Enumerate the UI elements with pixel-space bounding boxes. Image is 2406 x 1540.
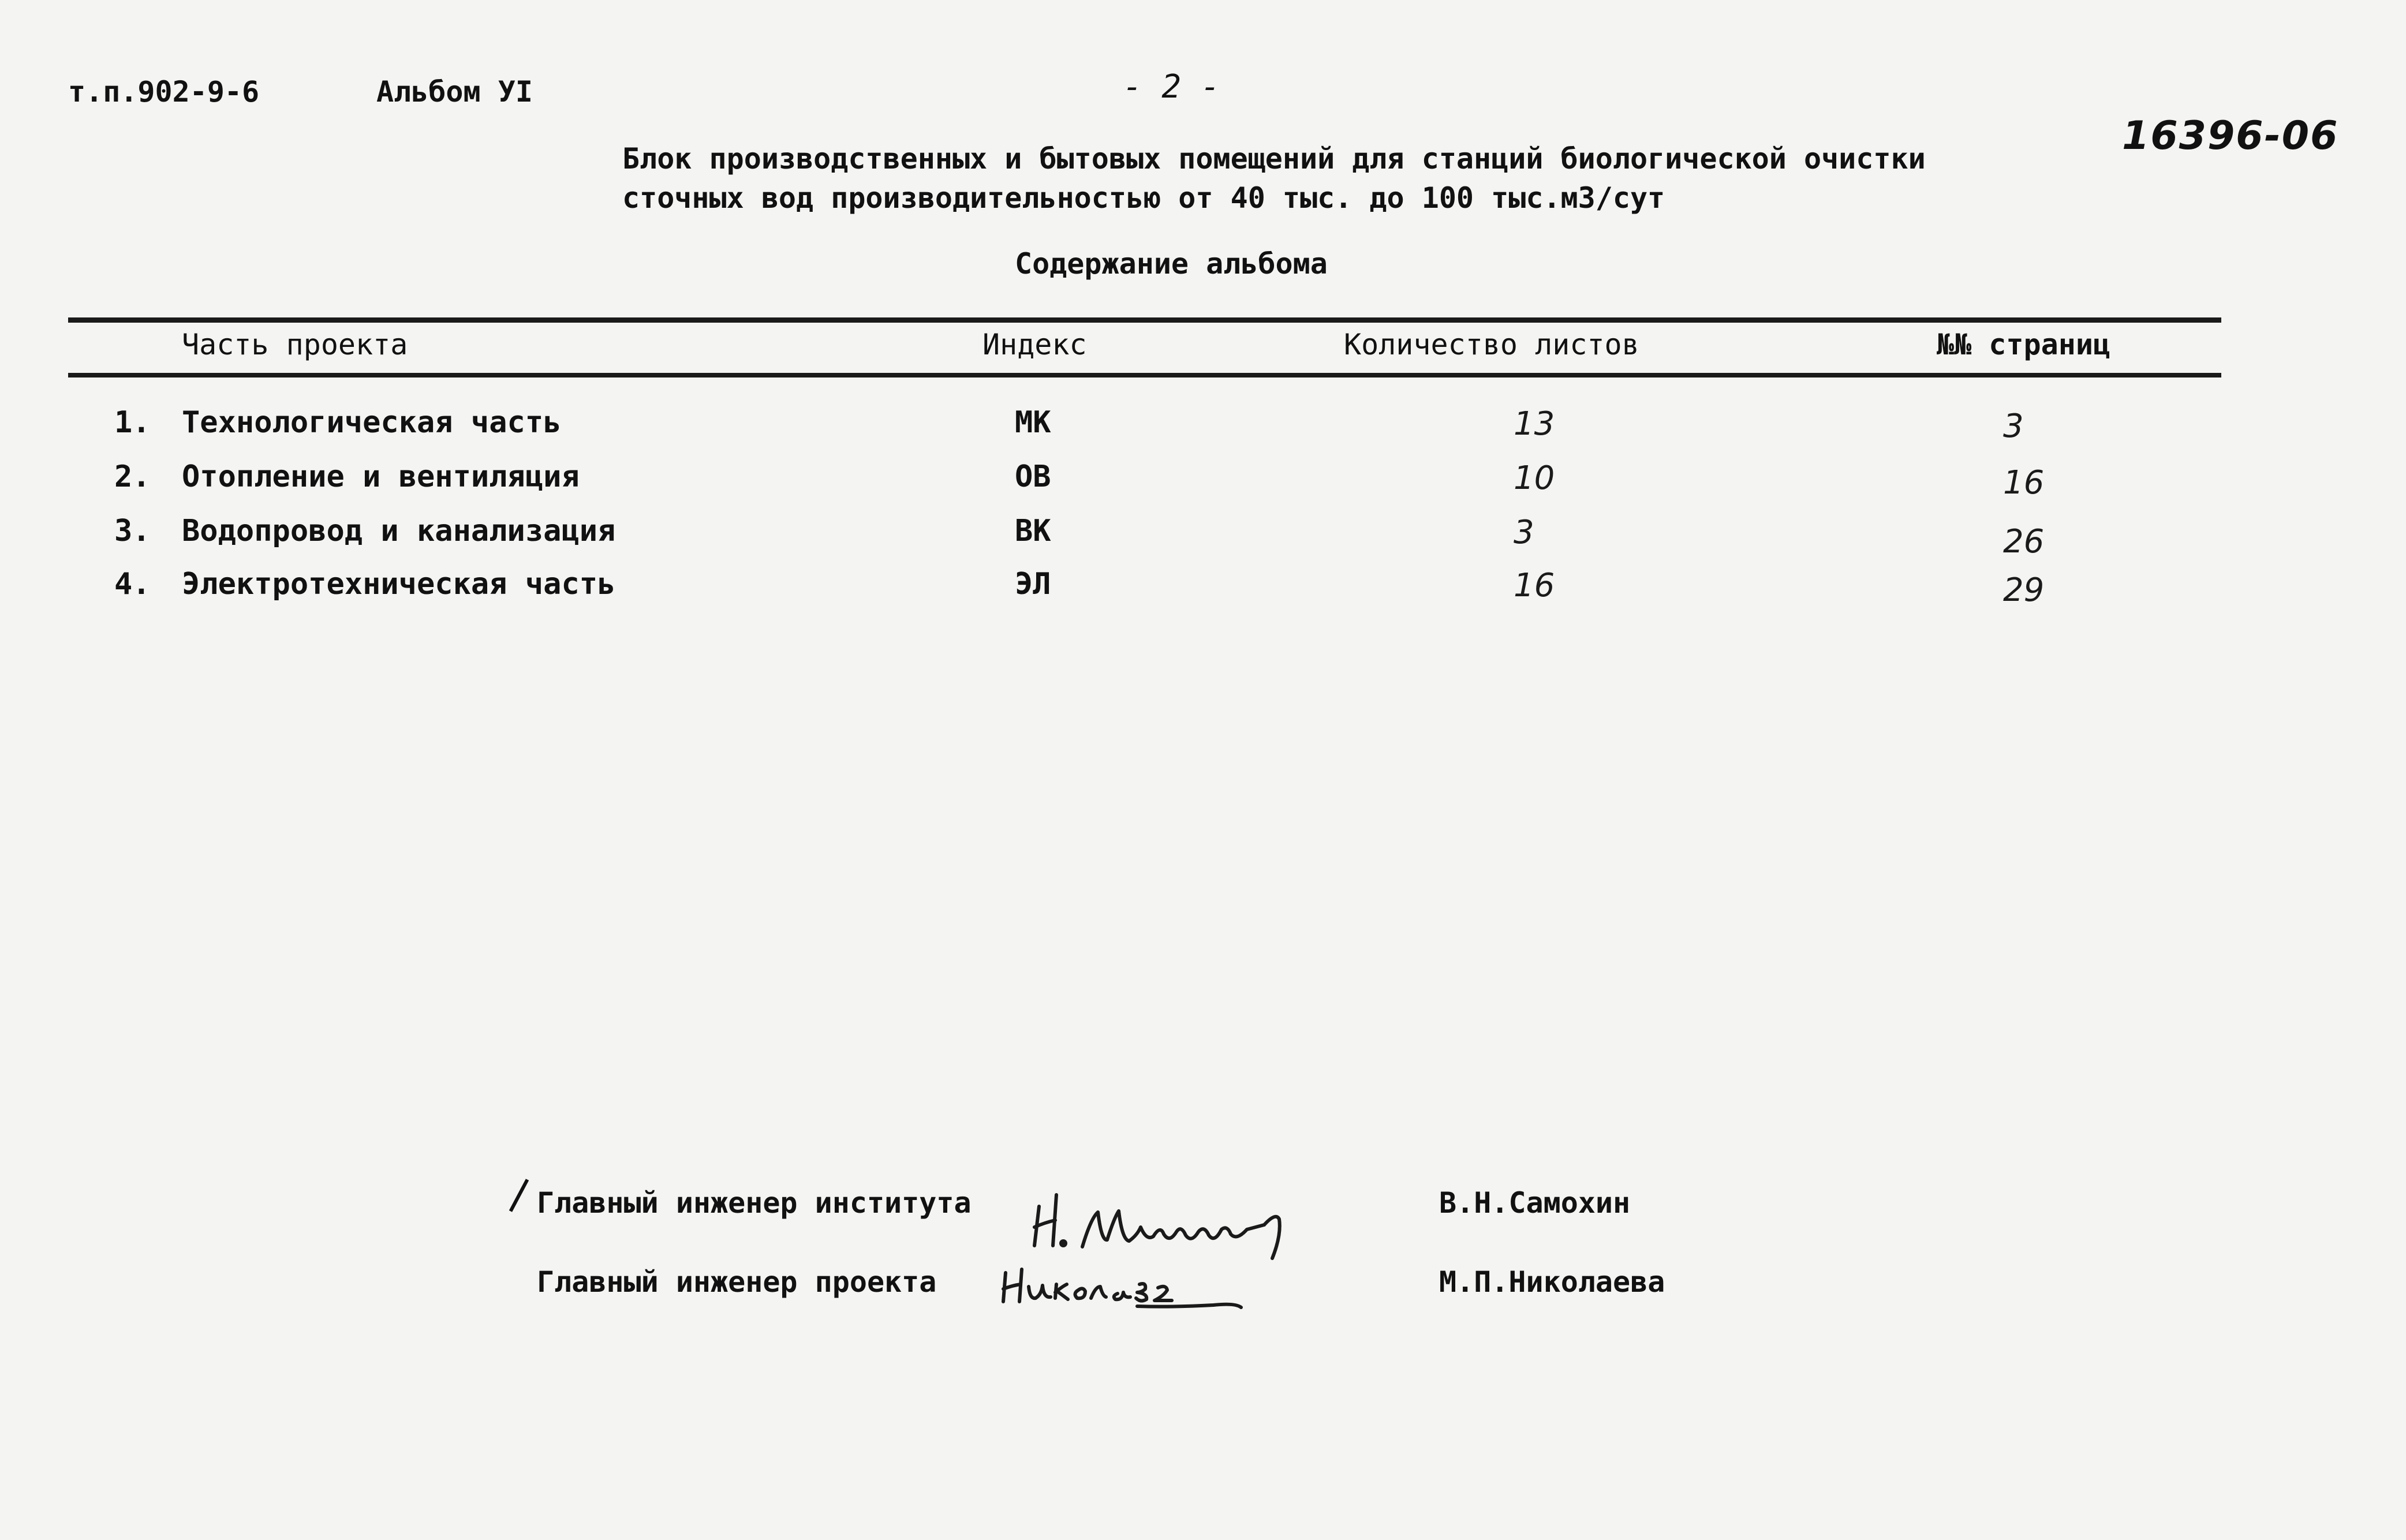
- signature-role-chief-engineer-institute: Главный инженер института: [537, 1186, 972, 1220]
- row-page-number: 29: [2003, 571, 2045, 609]
- row-page-number: 3: [2003, 408, 2024, 445]
- row-page-number: 16: [2003, 464, 2045, 502]
- row-number: 3.: [114, 514, 151, 548]
- page-number: - 2 -: [1123, 68, 1220, 106]
- row-index: ЭЛ: [1015, 567, 1051, 601]
- document-title-line-1: Блок производственных и бытовых помещений для станций биологической очистки: [622, 142, 1926, 175]
- column-header-pages: №№ страниц: [1937, 328, 2111, 361]
- signatory-name-1: В.Н.Самохин: [1439, 1186, 1631, 1220]
- contents-heading: Содержание альбома: [1015, 247, 1328, 281]
- album-label: Альбом УI: [376, 75, 533, 109]
- signatory-name-2: М.П.Николаева: [1439, 1265, 1665, 1299]
- row-part-name: Водопровод и канализация: [182, 514, 616, 548]
- row-part-name: Отопление и вентиляция: [182, 459, 580, 494]
- row-sheet-count: 10: [1514, 459, 1555, 497]
- document-number: 16396-06: [2122, 113, 2339, 159]
- document-code: т.п.902-9-6: [68, 75, 260, 109]
- column-header-part: Часть проекта: [182, 328, 408, 361]
- row-part-name: Технологическая часть: [182, 405, 562, 440]
- column-header-sheets: Количество листов: [1344, 328, 1639, 361]
- row-index: ОВ: [1015, 459, 1051, 494]
- approval-tick-mark: [509, 1179, 529, 1212]
- row-sheet-count: 16: [1514, 567, 1555, 604]
- row-number: 4.: [114, 567, 151, 601]
- handwritten-signature-samokhin: [1028, 1172, 1293, 1264]
- row-page-number: 26: [2003, 523, 2045, 560]
- table-header-rule: [68, 373, 2221, 377]
- row-index: ВК: [1015, 514, 1051, 548]
- signature-role-chief-project-engineer: Главный инженер проекта: [537, 1265, 937, 1299]
- document-title-line-2: сточных вод производительностью от 40 тыс. до 100 тыс.м3/сут: [622, 181, 1665, 215]
- row-sheet-count: 13: [1514, 405, 1555, 443]
- row-number: 1.: [114, 405, 151, 440]
- column-header-index: Индекс: [982, 328, 1087, 361]
- row-index: МК: [1015, 405, 1051, 440]
- row-sheet-count: 3: [1514, 514, 1534, 551]
- table-top-rule: [68, 317, 2221, 323]
- row-part-name: Электротехническая часть: [182, 567, 616, 601]
- handwritten-signature-nikolaeva: [999, 1261, 1253, 1313]
- row-number: 2.: [114, 459, 151, 494]
